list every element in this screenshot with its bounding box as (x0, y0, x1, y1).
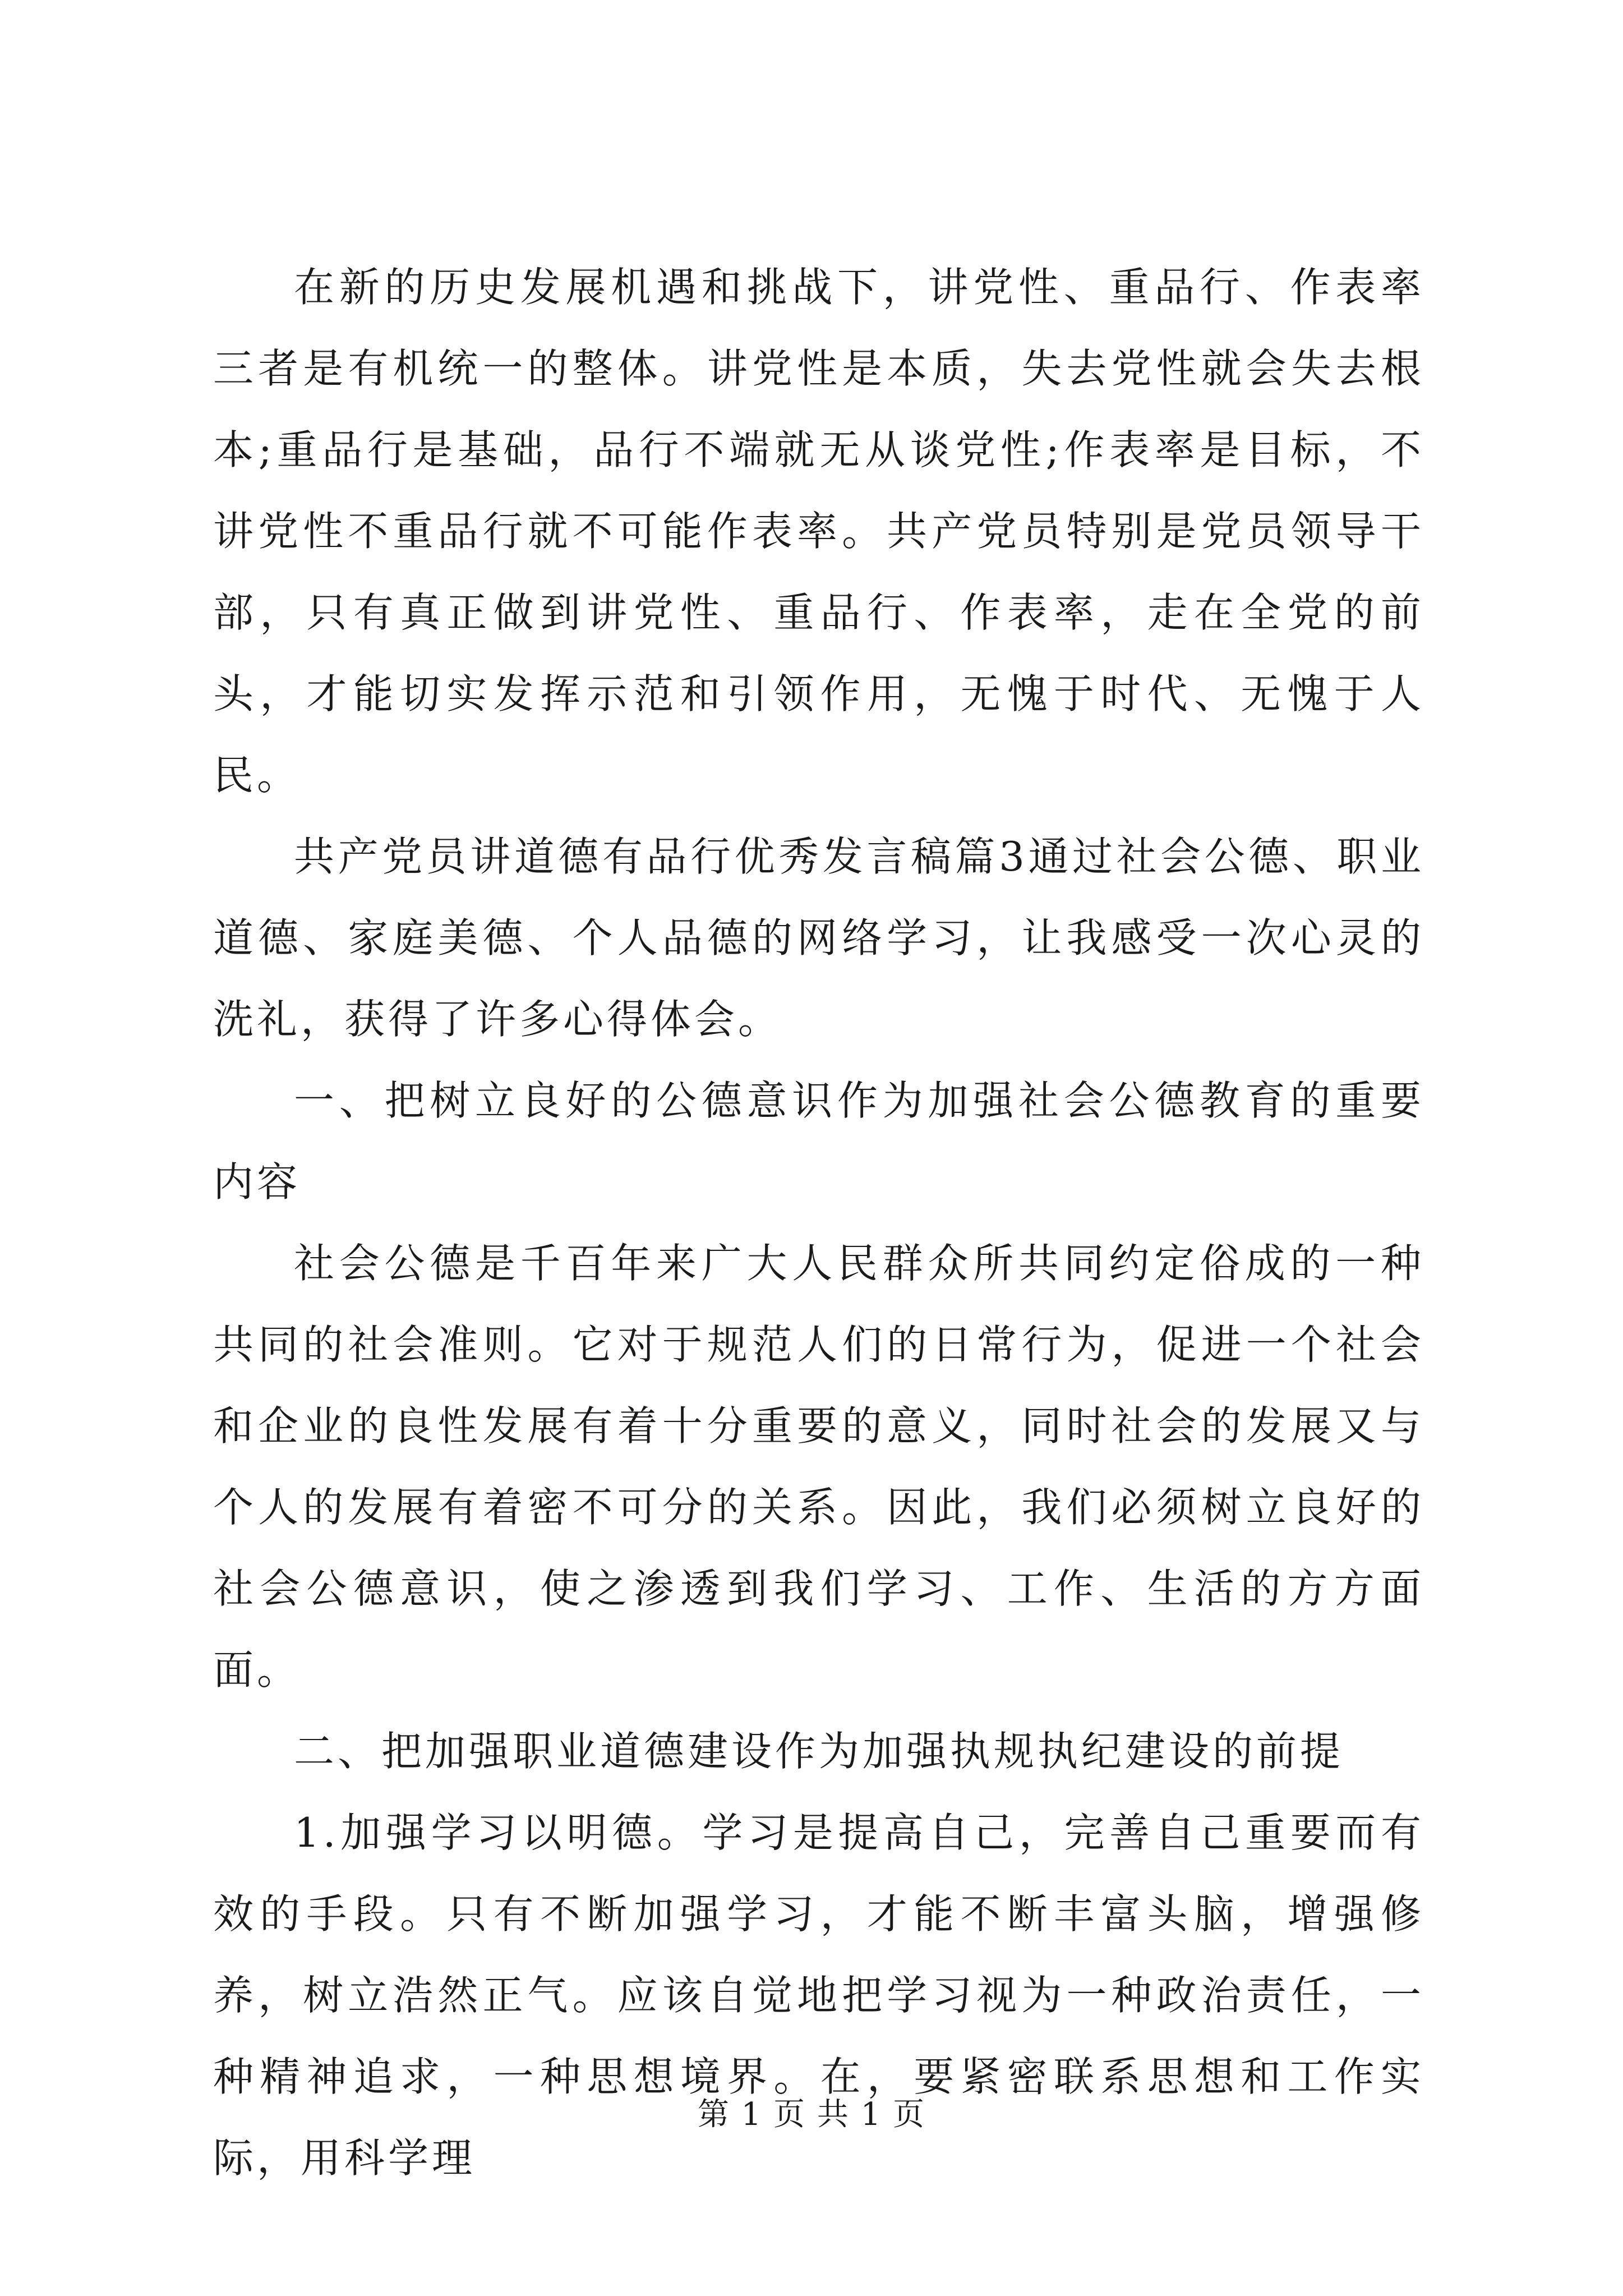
paragraph-social-morality: 社会公德是千百年来广大人民群众所共同约定俗成的一种共同的社会准则。它对于规范人们的日常行为，促进一个社会和企业的良性发展有着十分重要的意义，同时社会的发展又与个人的发展有着密不可分的关系。因此，我们必须树立良好的社会公德意识，使之渗透到我们学习、工作、生活的方方面面。 (213, 1240, 1424, 1694)
paragraph-party-spirit: 在新的历史发展机遇和挑战下，讲党性、重品行、作表率三者是有机统一的整体。讲党性是本质，失去党性就会失去根本;重品行是基础，品行不端就无从谈党性;作表率是目标，不讲党性不重品行就不可能作表率。共产党员特别是党员领导干部，只有真正做到讲党性、重品行、作表率，走在全党的前头，才能切实发挥示范和引领作用，无愧于时代、无愧于人民。 (213, 264, 1424, 799)
paragraph-speech-intro: 共产党员讲道德有品行优秀发言稿篇3通过社会公德、职业道德、家庭美德、个人品德的网络学习，让我感受一次心灵的洗礼，获得了许多心得体会。 (213, 833, 1424, 1043)
document-body (213, 247, 1424, 2199)
paragraph-study-virtue: 1.加强学习以明德。学习是提高自己，完善自己重要而有效的手段。只有不断加强学习，才能不断丰富头脑，增强修养，树立浩然正气。应该自觉地把学习视为一种政治责任，一种精神追求，一种思想境界。在，要紧密联系思想和工作实际，用科学理 (213, 1809, 1424, 2182)
heading-section-one: 一、把树立良好的公德意识作为加强社会公德教育的重要内容 (213, 1077, 1424, 1205)
heading-section-two: 二、把加强职业道德建设作为加强执规执纪建设的前提 (294, 1728, 1344, 1775)
page-footer: 第 1 页 共 1 页 (697, 2096, 926, 2133)
